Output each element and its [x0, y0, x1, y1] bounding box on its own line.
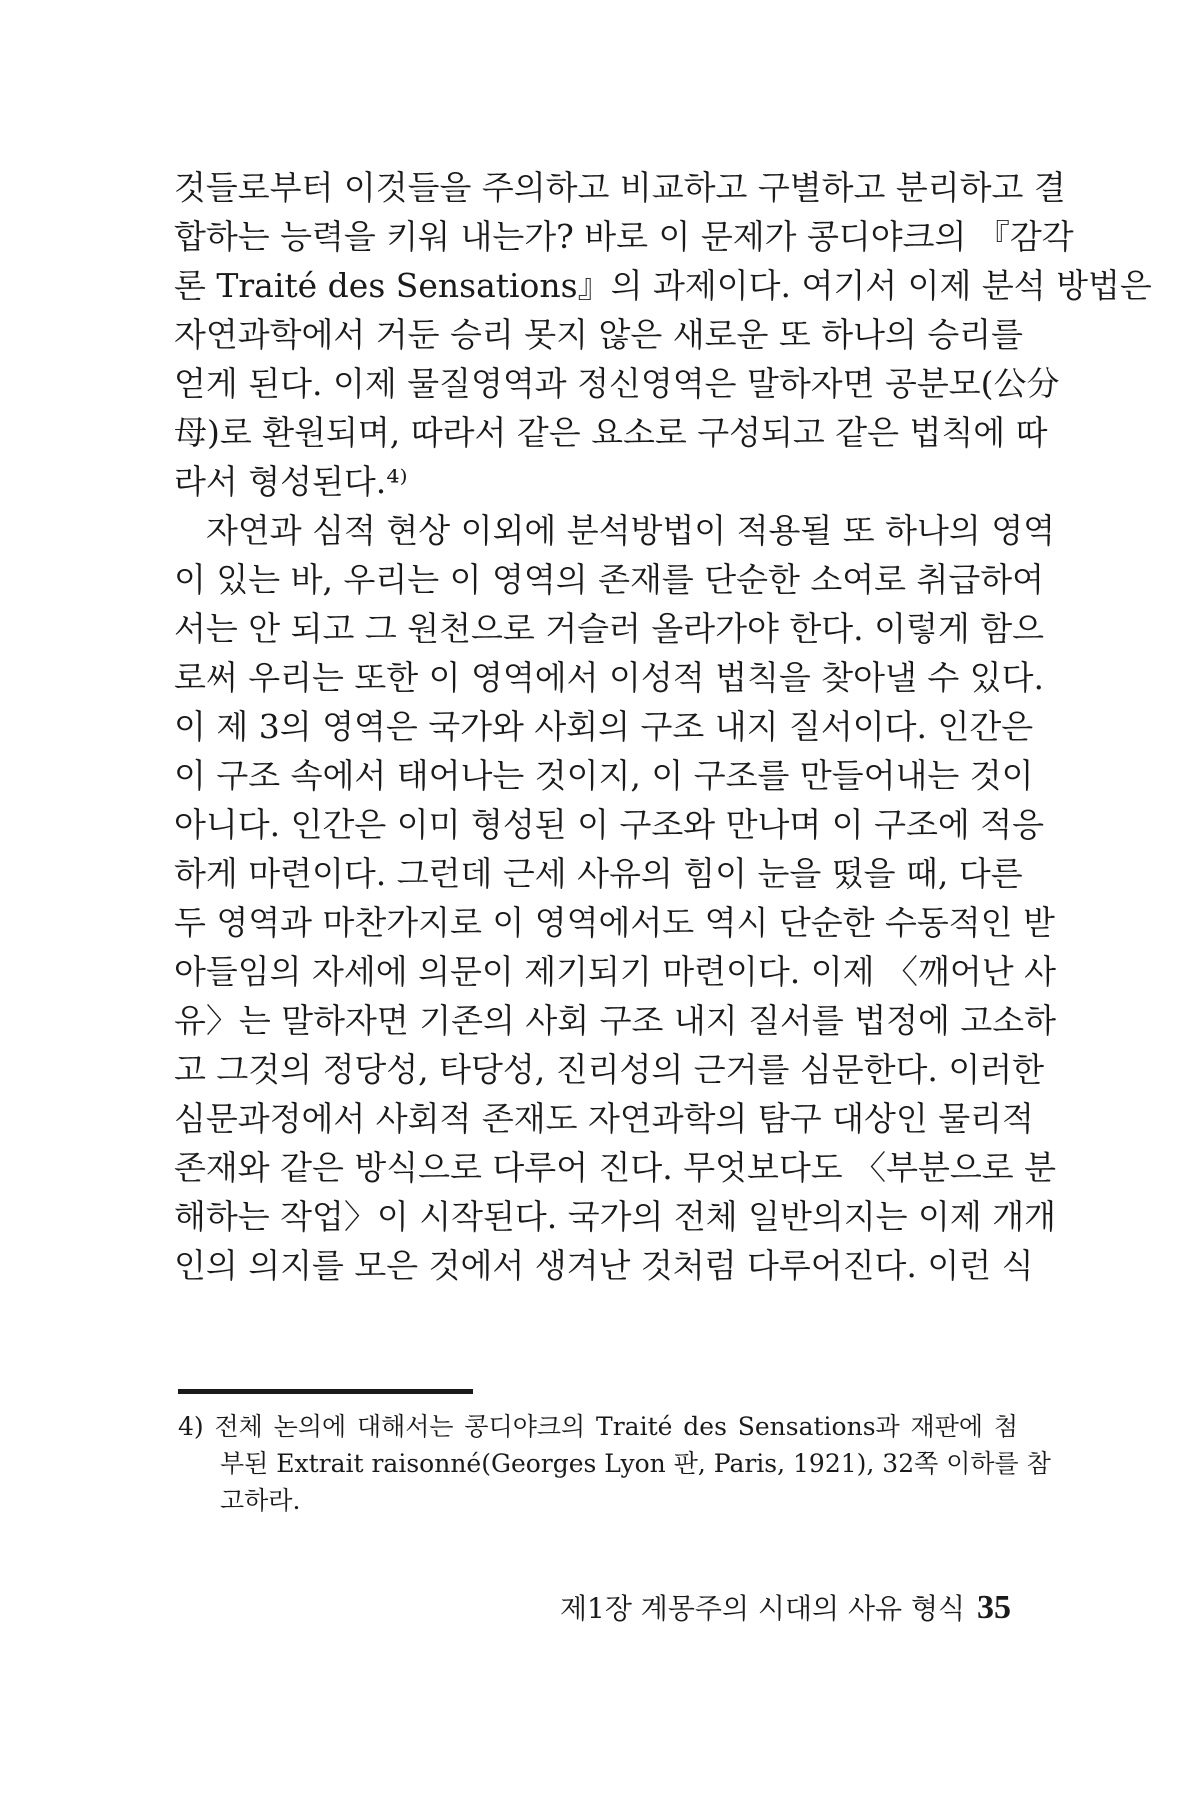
body-line: 얻게 된다. 이제 물질영역과 정신영역은 말하자면 공분모(公分 — [174, 364, 1060, 403]
body-line: 합하는 능력을 키워 내는가? 바로 이 문제가 콩디야크의 『감각 — [174, 217, 1074, 256]
footnote-line: 고하라. — [220, 1486, 301, 1515]
running-head: 제1장 계몽주의 시대의 사유 형식 — [560, 1592, 966, 1625]
body-line: 母)로 환원되며, 따라서 같은 요소로 구성되고 같은 법칙에 따 — [174, 413, 1048, 452]
body-line: 하게 마련이다. 그런데 근세 사유의 힘이 눈을 떴을 때, 다른 — [174, 854, 1023, 893]
body-line: 아들임의 자세에 의문이 제기되기 마련이다. 이제 〈깨어난 사 — [174, 952, 1056, 991]
body-line: 이 제 3의 영역은 국가와 사회의 구조 내지 질서이다. 인간은 — [174, 707, 1034, 746]
body-line: 해하는 작업〉이 시작된다. 국가의 전체 일반의지는 이제 개개 — [174, 1197, 1056, 1236]
body-line: 서는 안 되고 그 원천으로 거슬러 올라가야 한다. 이렇게 함으 — [174, 609, 1044, 648]
page-number: 35 — [977, 1589, 1012, 1626]
body-line: 이 있는 바, 우리는 이 영역의 존재를 단순한 소여로 취급하여 — [174, 560, 1044, 599]
footnote-divider — [178, 1389, 473, 1394]
body-line: 자연과학에서 거둔 승리 못지 않은 새로운 또 하나의 승리를 — [174, 315, 1023, 354]
body-line: 심문과정에서 사회적 존재도 자연과학의 탐구 대상인 물리적 — [174, 1099, 1034, 1138]
body-line: 인의 의지를 모은 것에서 생겨난 것처럼 다루어진다. 이런 식 — [174, 1246, 1034, 1285]
body-line: 존재와 같은 방식으로 다루어 진다. 무엇보다도 〈부분으로 분 — [174, 1148, 1056, 1187]
footnote-line: 부된 Extrait raisonné(Georges Lyon 판, Paris, 1921), 32쪽 이하를 참 — [220, 1449, 1051, 1478]
body-line: 아니다. 인간은 이미 형성된 이 구조와 만나며 이 구조에 적응 — [174, 805, 1044, 844]
body-line: 것들로부터 이것들을 주의하고 비교하고 구별하고 분리하고 결 — [174, 168, 1066, 207]
footnote-line: 4) 전체 논의에 대해서는 콩디야크의 Traité des Sensations과 재판에 첨 — [178, 1412, 1018, 1441]
body-line: 유〉는 말하자면 기존의 사회 구조 내지 질서를 법정에 고소하 — [174, 1001, 1056, 1040]
body-line: 두 영역과 마찬가지로 이 영역에서도 역시 단순한 수동적인 받 — [174, 903, 1055, 942]
body-line: 이 구조 속에서 태어나는 것이지, 이 구조를 만들어내는 것이 — [174, 756, 1034, 795]
body-line: 로써 우리는 또한 이 영역에서 이성적 법칙을 찾아낼 수 있다. — [174, 658, 1044, 697]
page-footer — [560, 1588, 1012, 1629]
body-line: 론 Traité des Sensations』의 과제이다. 여기서 이제 분석 방법은 — [174, 266, 1152, 305]
body-line: 자연과 심적 현상 이외에 분석방법이 적용될 또 하나의 영역 — [206, 511, 1055, 550]
body-line: 라서 형성된다.⁴⁾ — [174, 462, 408, 501]
body-line: 고 그것의 정당성, 타당성, 진리성의 근거를 심문한다. 이러한 — [174, 1050, 1044, 1089]
